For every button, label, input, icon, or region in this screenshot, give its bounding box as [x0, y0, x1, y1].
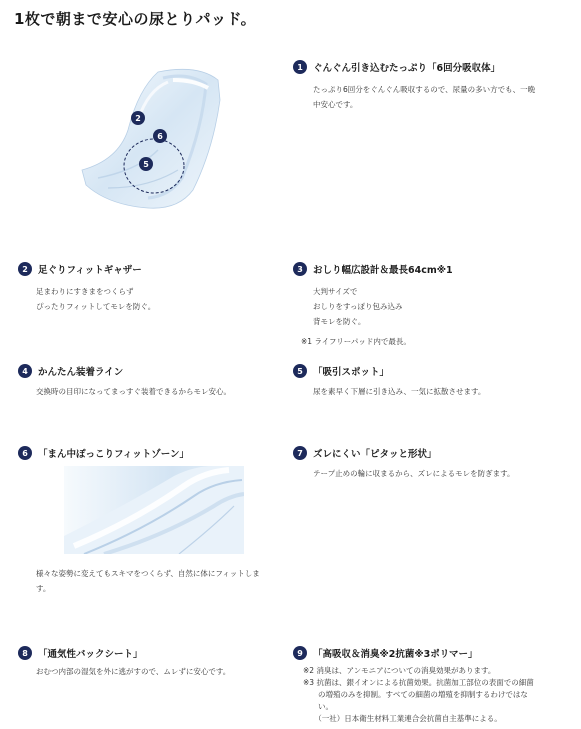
- feature-2: [18, 262, 278, 314]
- feature-text: 背モレを防ぐ。: [313, 317, 366, 326]
- feature-6: [18, 446, 288, 460]
- feature-1: [293, 60, 573, 112]
- feature-title: 足ぐりフィットギャザー: [38, 265, 142, 276]
- feature-4: [18, 364, 278, 399]
- feature-text: 尿を素早く下層に引き込み、一気に拡散させます。: [313, 387, 486, 396]
- feature-title: 「まん中ぽっこりフィットゾーン」: [38, 449, 190, 460]
- feature-title: 「高吸収＆消臭※2抗菌※3ポリマー」: [313, 649, 478, 660]
- feature-text: す。: [36, 584, 51, 593]
- feature-title: ぐんぐん引き込むたっぷり「6回分吸収体」: [313, 63, 501, 74]
- feature-text: 大判サイズで: [313, 287, 358, 296]
- feature-footnote: い。: [303, 702, 333, 711]
- feature-title: 「吸引スポット」: [313, 367, 390, 378]
- feature-title: ズレにくい「ピタッと形状」: [313, 449, 437, 460]
- feature-footnote: の増殖のみを抑制。すべての細菌の増殖を抑制するわけではな: [303, 690, 528, 699]
- feature-text: 中安心です。: [313, 100, 358, 109]
- feature-footnote: ※3 抗菌は、銀イオンによる抗菌効果。抗菌加工部位の表面での細菌: [303, 678, 534, 687]
- feature-text: 様々な姿勢に変えてもスキマをつくらず、自然に体にフィットしま: [36, 569, 260, 578]
- feature-8: [18, 646, 278, 679]
- feature-text: テープ止めの輪に収まるから、ズレによるモレを防ぎます。: [313, 469, 515, 478]
- feature-3: [293, 262, 573, 348]
- feature-number-badge: 3: [293, 262, 307, 276]
- feature-text: たっぷり6回分をぐんぐん吸収するので、尿量の多い方でも、一晩: [313, 85, 536, 94]
- illustration-badge-2: 2: [131, 111, 145, 125]
- feature-number-badge: 5: [293, 364, 307, 378]
- page-title: 1枚で朝まで安心の尿とりパッド。: [14, 10, 257, 28]
- feature-footnote: （一社）日本衛生材料工業連合会抗菌自主基準による。: [303, 714, 502, 723]
- feature-footnote: ※2 消臭は、アンモニアについての消臭効果があります。: [303, 666, 496, 675]
- feature-number-badge: 1: [293, 60, 307, 74]
- feature-text: 交換時の目印になってまっすぐ装着できるからモレ安心。: [36, 387, 231, 396]
- illustration-badge-5: 5: [139, 157, 153, 171]
- feature-number-badge: 4: [18, 364, 32, 378]
- feature-6-text: [36, 566, 296, 596]
- feature-7: [293, 446, 573, 481]
- feature-number-badge: 6: [18, 446, 32, 460]
- feature-title: おしり幅広設計＆最長64cm※1: [313, 265, 453, 276]
- feature-title: 「通気性バックシート」: [38, 649, 143, 660]
- feature-number-badge: 9: [293, 646, 307, 660]
- illustration-badge-6: 6: [153, 129, 167, 143]
- feature-title: かんたん装着ライン: [38, 367, 124, 378]
- feature-number-badge: 7: [293, 446, 307, 460]
- feature-text: ぴったりフィットしてモレを防ぐ。: [36, 302, 156, 311]
- feature-9: [293, 646, 575, 725]
- feature-text: 足まわりにすきまをつくらず: [36, 287, 134, 296]
- feature-number-badge: 8: [18, 646, 32, 660]
- feature-text: おしりをすっぽり包み込み: [313, 302, 403, 311]
- feature-number-badge: 2: [18, 262, 32, 276]
- fit-zone-illustration: [64, 466, 244, 554]
- feature-text: おむつ内部の湿気を外に逃がすので、ムレずに安心です。: [36, 667, 231, 676]
- feature-5: [293, 364, 573, 399]
- feature-footnote: ※1 ライフリーパッド内で最長。: [301, 337, 411, 346]
